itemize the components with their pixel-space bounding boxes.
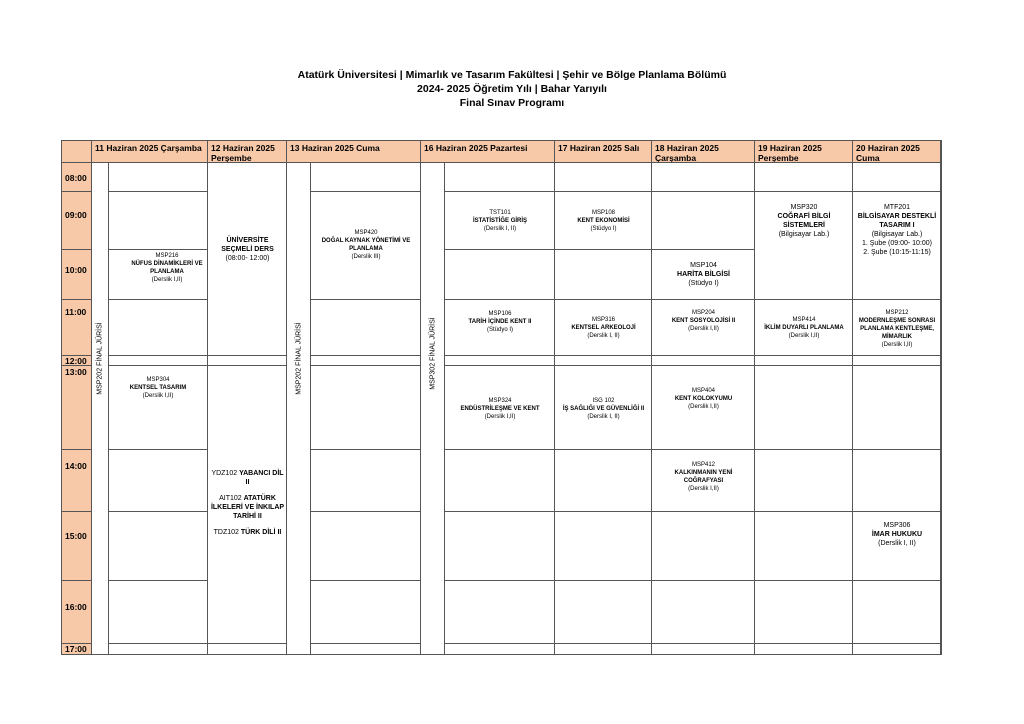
exam-title: TARİH İÇİNDE KENT II (468, 319, 532, 325)
jury-column (421, 163, 445, 655)
slot (755, 356, 853, 366)
exam-title: KENTSEL TASARIM (129, 385, 187, 391)
jury-label: MSP202 FİNAL JÜRİSİ (96, 322, 104, 395)
exam-code: TST101 (489, 210, 511, 216)
exam-entry (857, 309, 937, 349)
exam-room: (Stüdyo I) (486, 327, 513, 333)
exam-room: (Derslik I,II) (484, 414, 516, 420)
slot (311, 366, 421, 450)
slot (311, 450, 421, 512)
exam-code: MSP320 (790, 204, 818, 211)
slot (208, 644, 287, 655)
exam-title: COĞRAFİ BİLGİ SİSTEMLERİ (777, 213, 831, 229)
slot (555, 450, 652, 512)
exam-code: MTF201 (883, 204, 911, 211)
slot (445, 450, 555, 512)
time-label: 15:00 (62, 512, 92, 581)
exam-title: ENDÜSTRİLEŞME VE KENT (460, 406, 540, 412)
slot (445, 356, 555, 366)
exam-room: (Derslik I, II) (587, 333, 620, 339)
slot (445, 581, 555, 644)
slot (445, 250, 555, 300)
exam-entry (560, 316, 647, 340)
slot (555, 356, 652, 366)
exam-code: MSP324 (488, 398, 512, 404)
academic-year: 2024- 2025 Öğretim Yılı | Bahar Yarıyılı (417, 83, 607, 95)
course-entry (210, 469, 285, 487)
slot (555, 581, 652, 644)
exam-entry (118, 376, 198, 400)
exam-title: İKLİM DUYARLI PLANLAMA (764, 325, 844, 331)
exam-code: MSP412 (691, 462, 715, 468)
exam-section: 1. Şube (09:00- 10:00) (861, 240, 933, 247)
exam-code: MSP106 (488, 311, 512, 317)
exam-entry (560, 209, 647, 233)
slot (445, 644, 555, 655)
exam-code: MSP414 (792, 317, 816, 323)
exam-room: (Derslik I, II) (483, 226, 517, 232)
exam-title: KALKINMANIN YENİ COĞRAFYASI (674, 470, 733, 484)
corner-cell (62, 141, 92, 163)
day-header: 12 Haziran 2025 Perşembe (208, 141, 287, 163)
exam-title: KENT SOSYOLOJİSİ II (671, 318, 736, 324)
exam-entry (656, 387, 751, 411)
course-entry (210, 494, 285, 521)
slot (311, 163, 421, 192)
day-header: 18 Haziran 2025 Çarşamba (652, 141, 755, 163)
exam-title: MODERNLEŞME SONRASI PLANLAMA KENTLEŞME, MİMARLIK (858, 318, 936, 340)
jury-label: MSP202 FİNAL JÜRİSİ (295, 322, 303, 395)
slot (311, 300, 421, 356)
exam-code: MSP204 (691, 310, 715, 316)
jury-column (287, 163, 311, 655)
language-courses (210, 469, 285, 537)
slot (755, 644, 853, 655)
time-label: 09:00 (62, 192, 92, 250)
slot (208, 356, 287, 366)
exam-entry (856, 203, 938, 257)
slot (109, 581, 208, 644)
slot (109, 644, 208, 655)
elective-title: ÜNİVERSİTE SEÇMELİ DERS (221, 237, 274, 253)
exam-title: BİLGİSAYAR DESTEKLİ TASARIM I (857, 213, 937, 229)
exam-code: MSP216 (155, 253, 179, 259)
course-code: TDZ102 (213, 529, 239, 536)
exam-title: NÜFUS DİNAMİKLERİ VE PLANLAMA (131, 261, 203, 275)
exam-entry (455, 397, 545, 421)
slot (109, 192, 208, 250)
exam-title: KENTSEL ARKEOLOJİ (571, 325, 636, 331)
exam-code: MSP306 (883, 522, 911, 529)
slot (555, 163, 652, 192)
exam-entry (663, 461, 744, 493)
slot (853, 366, 941, 450)
jury-label: MSP302 FİNAL JÜRİSİ (429, 317, 437, 390)
exam-code: MSP108 (591, 210, 615, 216)
slot (652, 192, 755, 250)
exam-room: (Bilgisayar Lab.) (871, 231, 923, 238)
slot (755, 163, 853, 192)
exam-entry (558, 397, 649, 421)
exam-room: (Derslik I,II) (881, 342, 913, 348)
exam-entry (455, 209, 545, 233)
slot (555, 644, 652, 655)
time-label: 12:00 (62, 356, 92, 366)
exam-room: (Derslik I,II) (142, 393, 174, 399)
time-label: 10:00 (62, 250, 92, 300)
exam-entry (656, 309, 751, 333)
slot (755, 512, 853, 581)
exam-entry (656, 261, 751, 288)
slot (445, 512, 555, 581)
exam-title: DOĞAL KAYNAK YÖNETİMİ VE PLANLAMA (321, 238, 411, 252)
exam-code: MSP304 (146, 377, 170, 383)
elective-time: (08:00- 12:00) (225, 255, 270, 262)
slot (755, 450, 853, 512)
exam-room: (Derslik I,II) (788, 333, 820, 339)
exam-room: (Derslik I,II) (688, 486, 719, 492)
slot (853, 581, 941, 644)
day-header: 19 Haziran 2025 Perşembe (755, 141, 853, 163)
slot (853, 163, 941, 192)
slot (652, 356, 755, 366)
exam-room: (Stüdyo I) (688, 280, 719, 287)
slot (109, 163, 208, 192)
exam-code: ISG 102 (592, 398, 615, 404)
slot (652, 581, 755, 644)
slot (555, 512, 652, 581)
exam-title: İŞ SAĞLIĞI VE GÜVENLİĞİ II (562, 406, 645, 412)
exam-title: İMAR HUKUKU (871, 531, 923, 538)
jury-column (92, 163, 109, 655)
exam-entry (758, 316, 850, 340)
exam-entry (318, 229, 414, 261)
exam-room: (Derslik I,II) (151, 277, 183, 283)
exam-entry (130, 252, 204, 284)
exam-room: (Bilgisayar Lab.) (778, 231, 830, 238)
time-label: 14:00 (62, 450, 92, 512)
slot (311, 356, 421, 366)
time-label: 08:00 (62, 163, 92, 192)
schedule-title: Final Sınav Programı (459, 97, 565, 109)
slot (311, 644, 421, 655)
exam-entry (758, 203, 850, 239)
slot (109, 512, 208, 581)
exam-code: MSP420 (354, 230, 378, 236)
slot (445, 163, 555, 192)
exam-entry (455, 310, 545, 334)
slot (109, 450, 208, 512)
university-title: Atatürk Üniversitesi | Mimarlık ve Tasarım Fakültesi | Şehir ve Bölge Planlama Bölümü (297, 69, 727, 81)
slot (555, 250, 652, 300)
day-header: 11 Haziran 2025 Çarşamba (92, 141, 208, 163)
slot (652, 644, 755, 655)
day-header: 13 Haziran 2025 Cuma (287, 141, 421, 163)
exam-title: HARİTA BİLGİSİ (677, 271, 730, 278)
exam-room: (Derslik I,II) (688, 326, 719, 332)
exam-code: MSP212 (885, 310, 909, 316)
exam-code: MSP316 (591, 317, 615, 323)
exam-room: (Derslik I,II) (688, 404, 719, 410)
exam-room: (Derslik III) (351, 254, 381, 260)
day-header: 16 Haziran 2025 Pazartesi (421, 141, 555, 163)
exam-entry (856, 521, 938, 548)
slot (755, 581, 853, 644)
course-entry (210, 528, 285, 537)
slot (853, 450, 941, 512)
time-label: 11:00 (62, 300, 92, 356)
course-code: AIT102 (219, 495, 242, 502)
slot (109, 356, 208, 366)
exam-title: KENT EKONOMİSİ (577, 218, 630, 224)
slot (853, 644, 941, 655)
course-title: TÜRK DİLİ II (240, 529, 282, 536)
day-header: 17 Haziran 2025 Salı (555, 141, 652, 163)
elective-entry (210, 236, 285, 263)
slot (755, 366, 853, 450)
exam-room: (Derslik I, II) (878, 540, 916, 547)
exam-code: MSP104 (690, 262, 717, 269)
exam-room: (Derslik I, II) (587, 414, 620, 420)
time-label: 16:00 (62, 581, 92, 644)
exam-section: 2. Şube (10:15-11:15) (863, 249, 931, 256)
exam-title: İSTATİSTİĞE GİRİŞ (472, 218, 528, 224)
slot (311, 512, 421, 581)
exam-code: MSP404 (691, 388, 715, 394)
course-title: YABANCI DİL II (239, 470, 284, 486)
time-label: 17:00 (62, 644, 92, 655)
course-title: ATATÜRK İLKELERİ VE İNKILAP TARİHİ II (210, 495, 285, 520)
exam-room: (Stüdyo I) (590, 226, 617, 232)
slot (109, 300, 208, 356)
exam-title: KENT KOLOKYUMU (674, 396, 733, 402)
day-header: 20 Haziran 2025 Cuma (853, 141, 941, 163)
slot (652, 163, 755, 192)
course-code: YDZ102 (211, 470, 238, 477)
slot (853, 356, 941, 366)
time-label: 13:00 (62, 366, 92, 450)
slot (311, 581, 421, 644)
slot (652, 512, 755, 581)
